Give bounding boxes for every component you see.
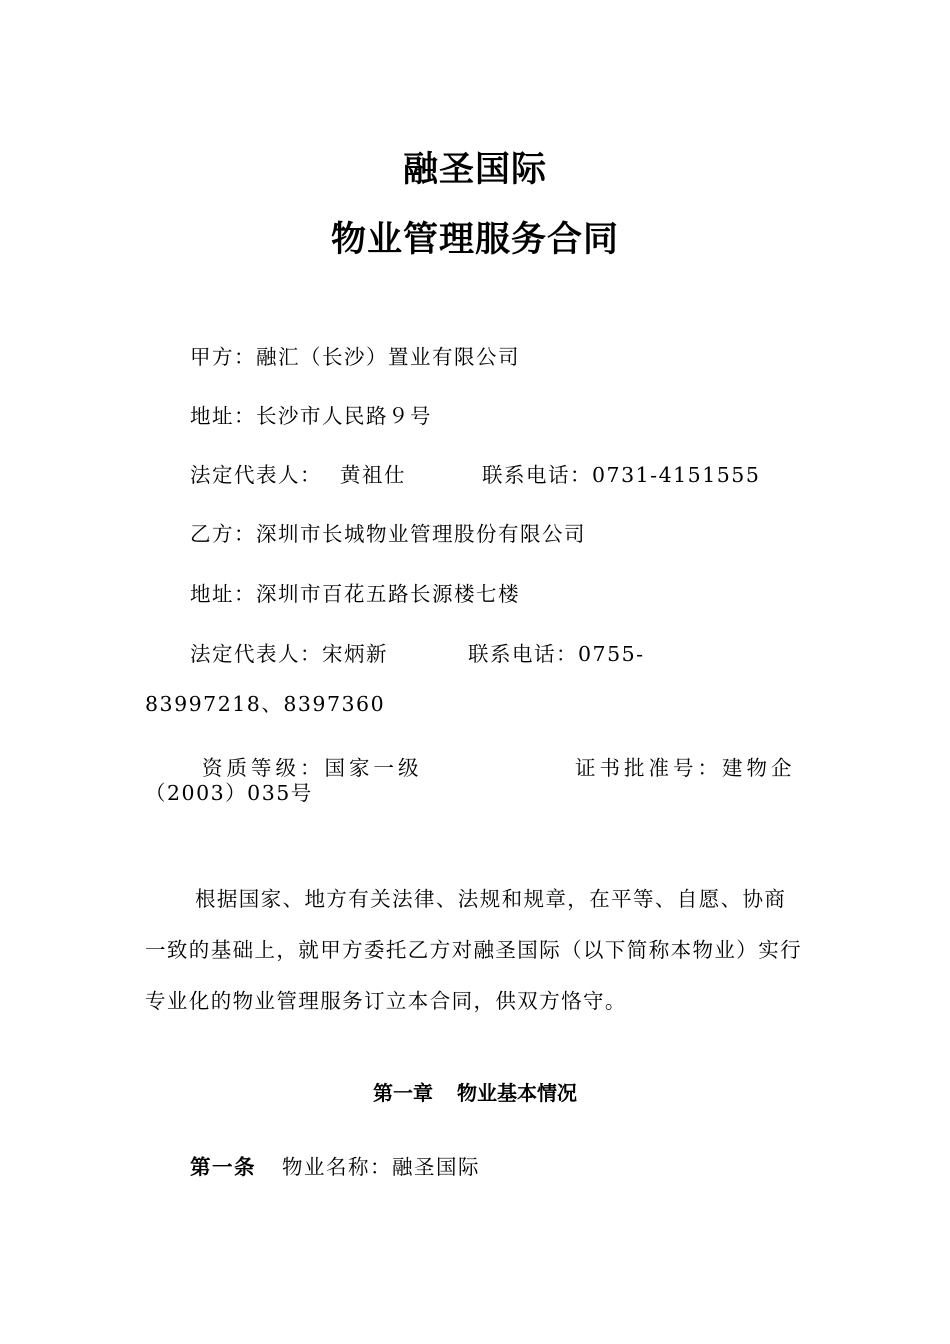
party-a-phone-label: 联系电话：	[482, 463, 592, 487]
party-b-rep: 宋炳新	[322, 642, 388, 666]
cert-value-part1: 建物企	[722, 756, 796, 780]
party-b-address-line	[190, 579, 520, 609]
document-subtitle: 物业管理服务合同	[330, 220, 619, 260]
qualification-value: 国家一级	[324, 756, 423, 780]
cert-label: 证书批准号：	[575, 756, 722, 780]
chapter-title: 物业基本情况	[457, 1081, 577, 1105]
party-b-phone-continued	[145, 689, 385, 719]
party-b-address: 深圳市百花五路长源楼七楼	[256, 582, 520, 606]
party-b-cert-line	[575, 753, 796, 783]
preamble-paragraph: 根据国家、地方有关法律、法规和规章，在平等、自愿、协商一致的基础上，就甲方委托乙方对融圣国际（以下简称本物业）实行专业化的物业管理服务订立本合同，供双方恪守。	[145, 887, 802, 1013]
article-1-label: 第一条	[190, 1155, 256, 1179]
property-name-label: 物业名称：	[282, 1155, 392, 1179]
party-b-name-label: 乙方：	[190, 522, 256, 546]
qualification-label: 资质等级：	[202, 756, 325, 780]
party-b-address-label: 地址：	[190, 582, 256, 606]
cert-value-part2: （2003）035号	[145, 781, 313, 805]
party-a-representative-line	[190, 460, 406, 490]
party-b-cert-continued	[145, 778, 313, 808]
party-b-phone-part2: 83997218、8397360	[145, 692, 386, 716]
party-b-representative-line	[190, 639, 388, 669]
party-b-name: 深圳市长城物业管理股份有限公司	[256, 522, 586, 546]
party-b-phone-label: 联系电话：	[468, 642, 578, 666]
article-1-line	[190, 1152, 480, 1182]
party-a-phone-line	[482, 460, 760, 490]
party-b-phone-part1: 0755-	[578, 642, 645, 666]
party-a-name: 融汇（长沙）置业有限公司	[256, 345, 520, 369]
document-title: 融圣国际	[402, 150, 547, 190]
party-a-name-line	[190, 342, 520, 372]
party-a-name-label: 甲方：	[190, 345, 256, 369]
party-a-address: 长沙市人民路９号	[256, 404, 432, 428]
party-b-name-line	[190, 519, 586, 549]
party-a-phone: 0731-4151555	[592, 463, 761, 487]
party-a-address-label: 地址：	[190, 404, 256, 428]
property-name: 融圣国际	[392, 1155, 480, 1179]
party-a-rep-label: 法定代表人：	[190, 463, 322, 487]
party-a-rep: 黄祖仕	[340, 463, 406, 487]
chapter-number: 第一章	[373, 1081, 433, 1105]
party-a-address-line	[190, 401, 432, 431]
party-b-rep-label: 法定代表人：	[190, 642, 322, 666]
chapter-heading	[0, 1078, 950, 1108]
party-b-phone-line	[468, 639, 645, 669]
